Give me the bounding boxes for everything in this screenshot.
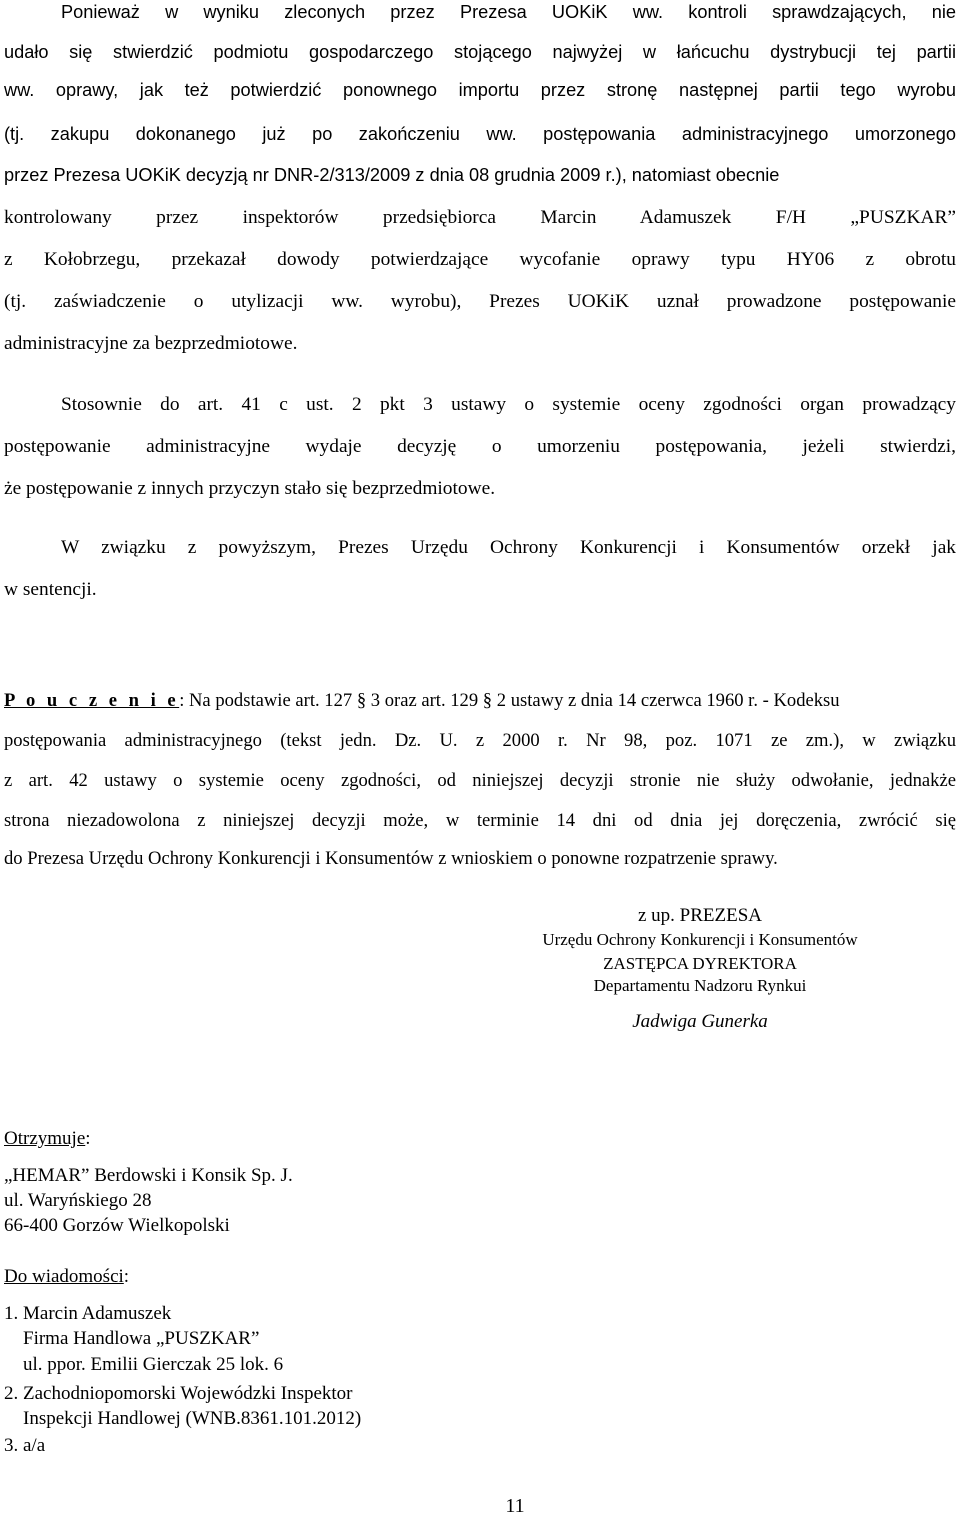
page-number: 11 <box>505 1495 525 1517</box>
signature-line: Urzędu Ochrony Konkurencji i Konsumentów <box>542 930 858 949</box>
text-line: udało się stwierdzić podmiotu gospodarczego stojącego najwyżej w łańcuchu dystrybucji tej partii <box>4 42 956 62</box>
signature-line: Departamentu Nadzoru Rynkui <box>593 976 807 995</box>
text-segment: ), natomiast obecnie <box>615 165 780 185</box>
text-line: strona niezadowolona z niniejszej decyzji może, w terminie 14 dni od dnia jej doręczenia, zwrócić się <box>4 810 956 831</box>
text-line: (tj. zakupu dokonanego już po zakończeniu ww. postępowania administracyjnego umorzonego <box>4 124 956 144</box>
text-segment: przez Prezesa UOKiK decyzją nr DNR-2/313/2009 z dnia 08 grudnia 2009 r. <box>4 165 616 185</box>
text-line: W związku z powyższym, Prezes Urzędu Ochrony Konkurencji i Konsumentów orzekł jak <box>61 537 956 558</box>
cc-line: 1. Marcin Adamuszek <box>4 1303 172 1324</box>
recipient-line: 66-400 Gorzów Wielkopolski <box>4 1215 230 1236</box>
text-line <box>4 165 956 187</box>
text-line: z art. 42 ustawy o systemie oceny zgodności, od niniejszej decyzji stronie nie służy odwołanie, jednakże <box>4 770 956 791</box>
recipient-line: ul. Waryńskiego 28 <box>4 1190 152 1211</box>
recipients-heading <box>4 1128 91 1150</box>
cc-line: Firma Handlowa „PUSZKAR” <box>23 1328 260 1349</box>
text-segment: : Na podstawie art. 127 § 3 oraz art. 129 § 2 ustawy z dnia 14 czerwca 1960 r. - Kodeksu <box>179 690 840 711</box>
text-line: do Prezesa Urzędu Ochrony Konkurencji i Konsumentów z wnioskiem o ponowne rozpatrzenie sprawy. <box>4 848 778 869</box>
text-line: Ponieważ w wyniku zleconych przez Prezesa UOKiK ww. kontroli sprawdzających, nie <box>61 2 956 22</box>
text-line: ww. oprawy, jak też potwierdzić ponownego importu przez stronę następnej partii tego wyrobu <box>4 80 956 100</box>
text-line: w sentencji. <box>4 579 97 600</box>
heading-text: Otrzymuje <box>4 1128 86 1149</box>
text-line: postępowanie administracyjne wydaje decyzję o umorzeniu postępowania, jeżeli stwierdzi, <box>4 436 956 457</box>
text-line: kontrolowany przez inspektorów przedsiębiorca Marcin Adamuszek F/H „PUSZKAR” <box>4 207 956 228</box>
cc-line: Inspekcji Handlowej (WNB.8361.101.2012) <box>23 1408 362 1429</box>
text-line: z Kołobrzegu, przekazał dowody potwierdzające wycofanie oprawy typu HY06 z obrotu <box>4 249 956 270</box>
signature-name: Jadwiga Gunerka <box>632 1011 768 1032</box>
text-line: Stosownie do art. 41 c ust. 2 pkt 3 ustawy o systemie oceny zgodności organ prowadzący <box>61 394 956 415</box>
signature-line: ZASTĘPCA DYREKTORA <box>603 954 797 973</box>
recipient-line: „HEMAR” Berdowski i Konsik Sp. J. <box>4 1165 293 1186</box>
text-line: (tj. zaświadczenie o utylizacji ww. wyrobu), Prezes UOKiK uznał prowadzone postępowanie <box>4 291 956 312</box>
cc-heading <box>4 1266 129 1288</box>
cc-line: 3. a/a <box>4 1435 46 1456</box>
instruction-label: P o u c z e n i e <box>4 690 180 711</box>
heading-colon: : <box>123 1266 130 1287</box>
cc-line: 2. Zachodniopomorski Wojewódzki Inspektor <box>4 1383 353 1404</box>
text-line <box>4 690 956 712</box>
heading-colon: : <box>85 1128 91 1149</box>
cc-line: ul. ppor. Emilii Gierczak 25 lok. 6 <box>23 1354 284 1375</box>
text-line: że postępowanie z innych przyczyn stało się bezprzedmiotowe. <box>4 478 496 499</box>
heading-text: Do wiadomości <box>4 1266 124 1287</box>
text-line: postępowania administracyjnego (tekst jedn. Dz. U. z 2000 r. Nr 98, poz. 1071 ze zm.), w związku <box>4 730 956 751</box>
signature-line: z up. PREZESA <box>637 905 763 926</box>
text-line: administracyjne za bezprzedmiotowe. <box>4 333 298 354</box>
